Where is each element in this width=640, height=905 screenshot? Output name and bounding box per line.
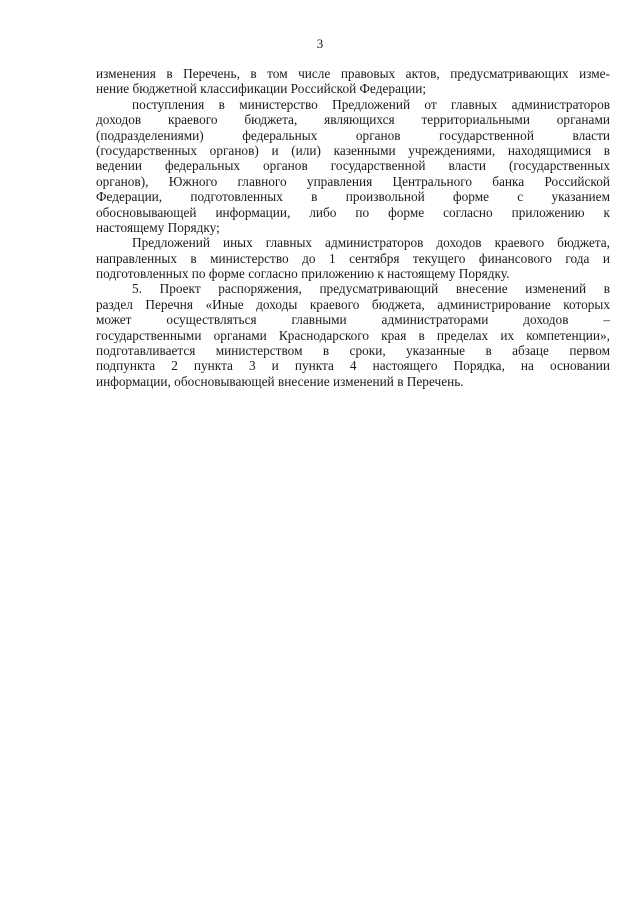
paragraph-2-line-8: обосновывающей информации, либо по форме согласно приложению к xyxy=(96,204,610,220)
paragraph-1-line-2: нение бюджетной классификации Российской Федерации; xyxy=(96,81,427,97)
paragraph-1-line-1: изменения в Перечень, в том числе правовых актов, предусматривающих изме- xyxy=(96,66,610,81)
paragraph-2-line-1: поступления в министерство Предложений от главных администраторов xyxy=(132,96,610,112)
paragraph-2-line-5: ведении федеральных органов государственной власти (государственных xyxy=(96,158,610,174)
paragraph-2-line-3: (подразделениями) федеральных органов государственной власти xyxy=(96,127,610,143)
paragraph-4-line-2: раздел Перечня «Иные доходы краевого бюджета, администрирование которых xyxy=(96,296,610,312)
paragraph-4-line-4: государственными органами Краснодарского края в пределах их компетенции», xyxy=(96,327,610,343)
paragraph-4-line-3: может осуществляться главными администраторами доходов – xyxy=(96,312,610,328)
paragraph-4-line-1: 5. Проект распоряжения, предусматривающий внесение изменений в xyxy=(132,281,610,297)
paragraph-4-line-5: подготавливается министерством в сроки, указанные в абзаце первом xyxy=(96,343,610,359)
paragraph-2-line-2: доходов краевого бюджета, являющихся территориальными органами xyxy=(96,112,610,128)
paragraph-2-line-7: Федерации, подготовленных в произвольной форме с указанием xyxy=(96,189,610,205)
paragraph-3-line-2: направленных в министерство до 1 сентября текущего финансового года и xyxy=(96,250,610,266)
paragraph-3-line-3: подготовленных по форме согласно приложению к настоящему Порядку. xyxy=(96,266,510,282)
paragraph-4-line-7: информации, обосновывающей внесение изменений в Перечень. xyxy=(96,373,464,389)
paragraph-4-line-6: подпункта 2 пункта 3 и пункта 4 настоящего Порядка, на основании xyxy=(96,358,610,374)
paragraph-2-line-6: органов), Южного главного управления Центрального банка Российской xyxy=(96,173,610,189)
paragraph-3-line-1: Предложений иных главных администраторов доходов краевого бюджета, xyxy=(132,235,610,251)
document-body xyxy=(96,66,610,389)
page-number: 3 xyxy=(316,36,324,51)
paragraph-2-line-9: настоящему Порядку; xyxy=(96,219,220,235)
paragraph-2-line-4: (государственных органов) и (или) казенными учреждениями, находящимися в xyxy=(96,142,610,158)
